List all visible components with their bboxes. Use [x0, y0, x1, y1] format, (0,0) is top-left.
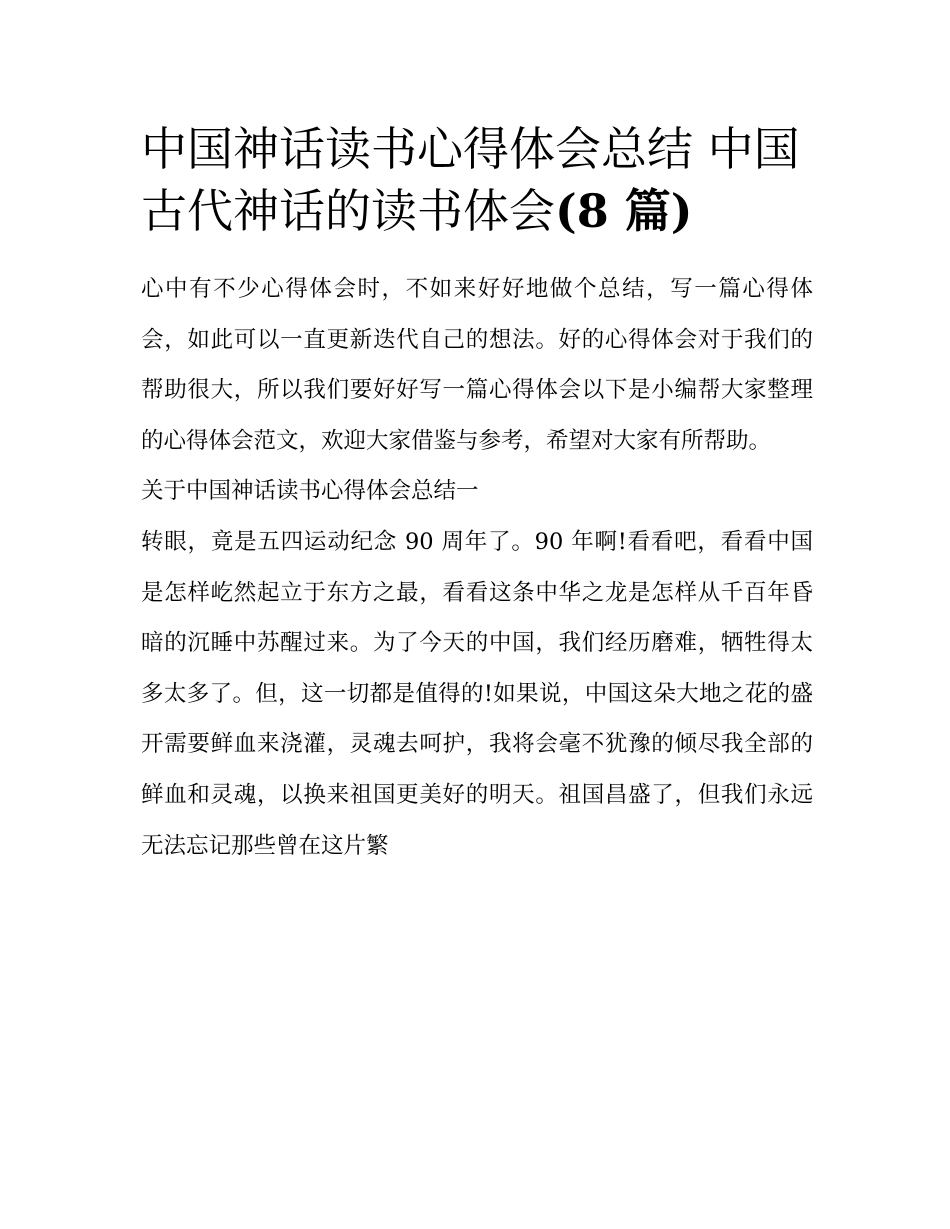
document-content: [141, 118, 813, 871]
section-heading: 关于中国神话读书心得体会总结一: [141, 478, 479, 505]
section-body-paragraph: 转眼，竟是五四运动纪念 90 周年了。90 年啊!看看吧，看看中国是怎样屹然起立于东方之最，看看这条中华之龙是怎样从千百年昏暗的沉睡中苏醒过来。为了今天的中国，我们经历磨难，牺牲得太多太多了。但，这一切都是值得的!如果说，中国这朵大地之花的盛开需要鲜血来浇灌，灵魂去呵护，我将会毫不犹豫的倾尽我全部的鲜血和灵魂，以换来祖国更美好的明天。祖国昌盛了，但我们永远无法忘记那些曾在这片繁: [141, 528, 813, 859]
document-title-text: 中国神话读书心得体会总结 中国古代神话的读书体会: [141, 122, 800, 238]
document-title: [141, 118, 813, 242]
intro-paragraph: 心中有不少心得体会时，不如来好好地做个总结，写一篇心得体会，如此可以一直更新迭代自己的想法。好的心得体会对于我们的帮助很大，所以我们要好好写一篇心得体会以下是小编帮大家整理的心得体会范文，欢迎大家借鉴与参考，希望对大家有所帮助。: [141, 276, 813, 454]
document-title-count: (8 篇): [555, 184, 693, 238]
